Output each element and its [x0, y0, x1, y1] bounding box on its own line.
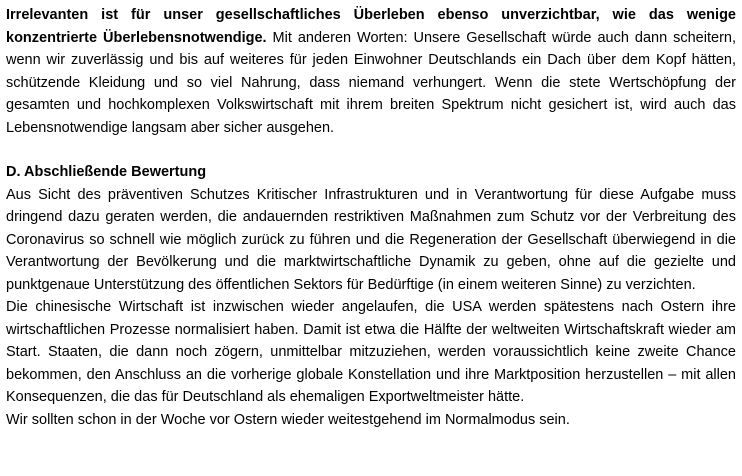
section-heading: D. Abschließende Bewertung: [6, 164, 207, 180]
paragraph-2: Aus Sicht des präventiven Schutzes Kritischer Infrastrukturen und in Verantwortung für diese Aufgabe muss dringend dazu geraten werden, die andauernden restriktiven Maßnahmen zum Schutz vor der Verbreitung des Coronavirus so schnell wie möglich zurück zu führen und die Regeneration der Gesellschaft überwiegend in die Verantwortung der Bevölkerung und die marktwirtschaftliche Dynamik zu geben, ohne auf die gezielte und punktgenaue Unterstützung des öffentlichen Sektors für Bedürftige (in einem weiteren Sinne) zu verzichten.: [6, 186, 736, 293]
paragraph-3: Die chinesische Wirtschaft ist inzwischen wieder angelaufen, die USA werden spätestens nach Ostern ihre wirtschaftlichen Prozesse normalisiert haben. Damit ist etwa die Hälfte der weltweiten Wirtschaftskraft wieder am Start. Staaten, die dann noch zögern, unmittelbar mitzuziehen, werden voraussichtlich keine zweite Chance bekommen, den Anschluss an die vorherige globale Konstellation und ihre Marktposition herzustellen – mit allen Konsequenzen, die das für Deutschland als ehemaligen Exportweltmeister hätte.: [6, 299, 736, 405]
paragraph-1-text: Mit anderen Worten: Unsere Gesellschaft würde auch dann scheitern, wenn wir zuverlässig und bis auf weiteres für jeden Einwohner Deutschlands ein Dach über dem Kopf hätten, schützende Kleidung und so viel Nahrung, dass niemand verhungert. Wenn die stete Wertschöpfung der gesamten und hochkomplexen Volkswirtschaft mit ihrem breiten Spektrum nicht gesichert ist, wird auch das Lebensnotwendige langsam aber sicher ausgehen.: [6, 29, 736, 136]
paragraph-1-bold-lead: Irrelevanten ist für unser gesellschaftliches Überleben ebenso unverzichtbar, wie das wenige konzentrierte Überlebensnotwendige.: [6, 7, 736, 46]
paragraph-1: [6, 4, 736, 139]
section-spacer: [6, 139, 736, 161]
paragraph-4: Wir sollten schon in der Woche vor Ostern wieder weitestgehend im Normalmodus sein.: [6, 411, 570, 428]
